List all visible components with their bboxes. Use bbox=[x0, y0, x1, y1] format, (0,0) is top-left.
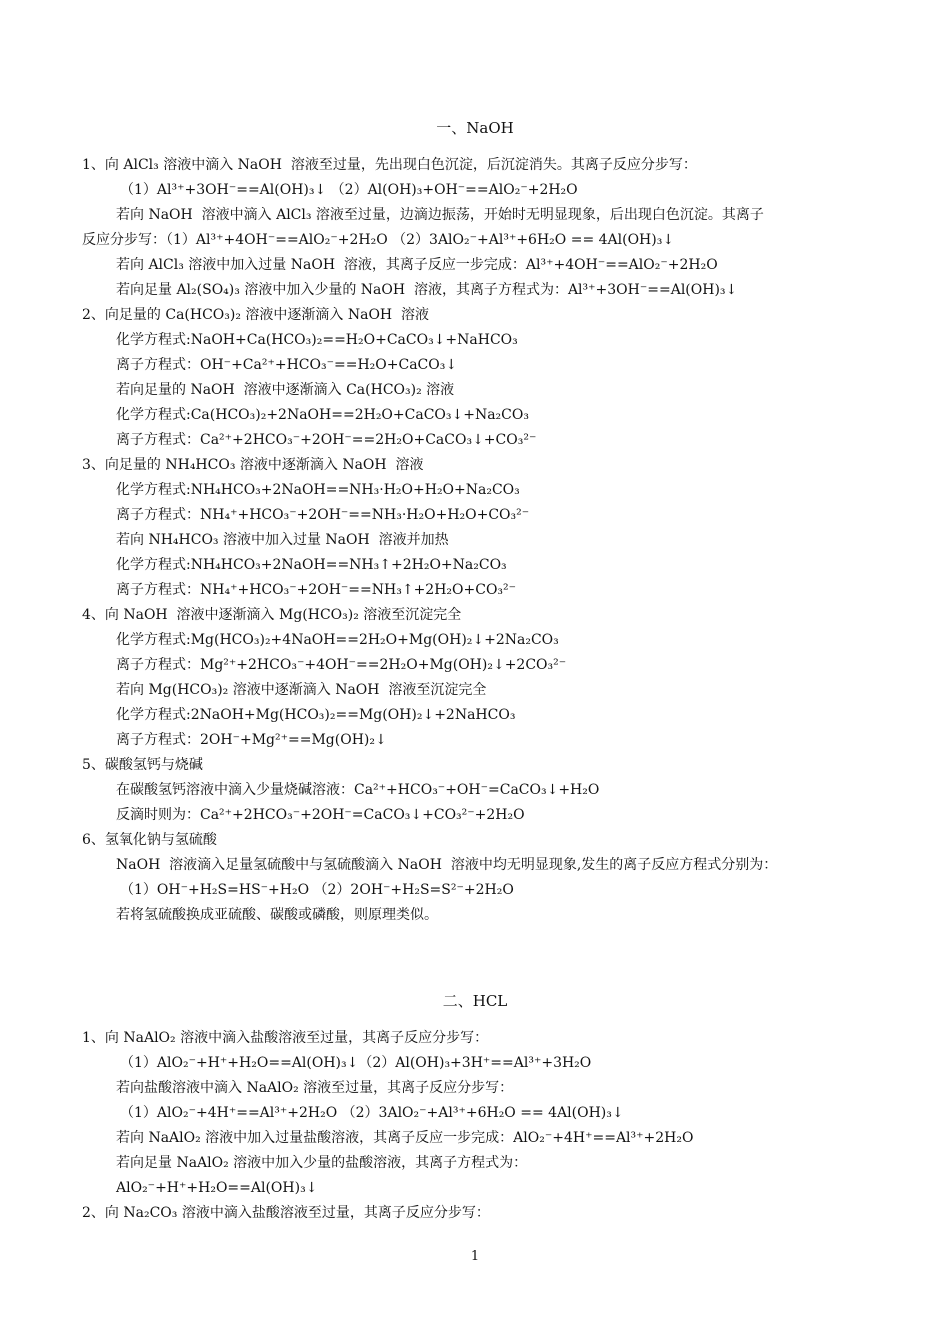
paragraph-line: 若将氢硫酸换成亚硫酸、碳酸或磷酸，则原理类似。 bbox=[116, 907, 438, 923]
paragraph-line: 若向 Mg(HCO₃)₂ 溶液中逐渐滴入 NaOH 溶液至沉淀完全 bbox=[116, 682, 487, 698]
paragraph-line: 若向 NH₄HCO₃ 溶液中加入过量 NaOH 溶液并加热 bbox=[116, 532, 449, 548]
chemical-equation: 化学方程式:NaOH+Ca(HCO₃)₂==H₂O+CaCO₃↓+NaHCO₃ bbox=[116, 332, 518, 348]
paragraph-line: 若向 NaAlO₂ 溶液中加入过量盐酸溶液，其离子反应一步完成：AlO₂⁻+4H⁺==Al³⁺+2H₂O bbox=[116, 1130, 694, 1146]
paragraph-line: 若向 AlCl₃ 溶液中加入过量 NaOH 溶液，其离子反应一步完成：Al³⁺+4OH⁻==AlO₂⁻+2H₂O bbox=[116, 257, 718, 273]
paragraph-line: NaOH 溶液滴入足量氢硫酸中与氢硫酸滴入 NaOH 溶液中均无明显现象,发生的离子反应方程式分别为： bbox=[116, 857, 778, 873]
chemical-equation: 化学方程式:Mg(HCO₃)₂+4NaOH==2H₂O+Mg(OH)₂↓+2Na₂CO₃ bbox=[116, 632, 559, 648]
chemical-equation: 化学方程式:Ca(HCO₃)₂+2NaOH==2H₂O+CaCO₃↓+Na₂CO₃ bbox=[116, 407, 529, 423]
item-2-heading: 2、向 Na₂CO₃ 溶液中滴入盐酸溶液至过量，其离子反应分步写： bbox=[82, 1205, 490, 1221]
chemical-equation: 化学方程式:NH₄HCO₃+2NaOH==NH₃↑+2H₂O+Na₂CO₃ bbox=[116, 557, 507, 573]
ionic-equation: 离子方程式：NH₄⁺+HCO₃⁻+2OH⁻==NH₃·H₂O+H₂O+CO₃²⁻ bbox=[116, 507, 530, 523]
ionic-equation: 离子方程式：NH₄⁺+HCO₃⁻+2OH⁻==NH₃↑+2H₂O+CO₃²⁻ bbox=[116, 582, 517, 598]
item-1-heading: 1、向 AlCl₃ 溶液中滴入 NaOH 溶液至过量，先出现白色沉淀，后沉淀消失。其离子反应分步写： bbox=[82, 157, 697, 173]
ionic-equation: 离子方程式：Ca²⁺+2HCO₃⁻+2OH⁻==2H₂O+CaCO₃↓+CO₃²⁻ bbox=[116, 432, 537, 448]
paragraph-line: 反应分步写：（1）Al³⁺+4OH⁻==AlO₂⁻+2H₂O （2）3AlO₂⁻+Al³⁺+6H₂O == 4Al(OH)₃↓ bbox=[82, 232, 675, 248]
ionic-equation: 离子方程式：OH⁻+Ca²⁺+HCO₃⁻==H₂O+CaCO₃↓ bbox=[116, 357, 458, 373]
paragraph-line: 若向盐酸溶液中滴入 NaAlO₂ 溶液至过量，其离子反应分步写： bbox=[116, 1080, 514, 1096]
equation-line: （1）AlO₂⁻+H⁺+H₂O==Al(OH)₃↓（2）Al(OH)₃+3H⁺==Al³⁺+3H₂O bbox=[120, 1055, 592, 1071]
section-title-naoh: 一、NaOH bbox=[436, 119, 514, 137]
paragraph-line: 若向足量 Al₂(SO₄)₃ 溶液中加入少量的 NaOH 溶液，其离子方程式为：Al³⁺+3OH⁻==Al(OH)₃↓ bbox=[116, 282, 738, 298]
page-number: 1 bbox=[470, 1249, 480, 1264]
equation-line: （1）AlO₂⁻+4H⁺==Al³⁺+2H₂O （2）3AlO₂⁻+Al³⁺+6H₂O == 4Al(OH)₃↓ bbox=[120, 1105, 624, 1121]
item-4-heading: 4、向 NaOH 溶液中逐渐滴入 Mg(HCO₃)₂ 溶液至沉淀完全 bbox=[82, 607, 462, 623]
item-5-heading: 5、碳酸氢钙与烧碱 bbox=[82, 757, 203, 773]
equation-line: （1）OH⁻+H₂S=HS⁻+H₂O （2）2OH⁻+H₂S=S²⁻+2H₂O bbox=[120, 882, 514, 898]
item-1-heading: 1、向 NaAlO₂ 溶液中滴入盐酸溶液至过量，其离子反应分步写： bbox=[82, 1030, 489, 1046]
chemical-equation: 化学方程式:2NaOH+Mg(HCO₃)₂==Mg(OH)₂↓+2NaHCO₃ bbox=[116, 707, 516, 723]
paragraph-line: 在碳酸氢钙溶液中滴入少量烧碱溶液：Ca²⁺+HCO₃⁻+OH⁻=CaCO₃↓+H₂O bbox=[116, 782, 600, 798]
paragraph-line: 若向 NaOH 溶液中滴入 AlCl₃ 溶液至过量，边滴边振荡，开始时无明显现象，后出现白色沉淀。其离子 bbox=[116, 207, 764, 223]
item-6-heading: 6、氢氧化钠与氢硫酸 bbox=[82, 832, 217, 848]
equation-line: （1）Al³⁺+3OH⁻==Al(OH)₃↓ （2）Al(OH)₃+OH⁻==AlO₂⁻+2H₂O bbox=[120, 182, 578, 198]
item-3-heading: 3、向足量的 NH₄HCO₃ 溶液中逐渐滴入 NaOH 溶液 bbox=[82, 457, 424, 473]
ionic-equation: 离子方程式：2OH⁻+Mg²⁺==Mg(OH)₂↓ bbox=[116, 732, 387, 748]
paragraph-line: 反滴时则为：Ca²⁺+2HCO₃⁻+2OH⁻=CaCO₃↓+CO₃²⁻+2H₂O bbox=[116, 807, 525, 823]
chemical-equation: 化学方程式:NH₄HCO₃+2NaOH==NH₃·H₂O+H₂O+Na₂CO₃ bbox=[116, 482, 520, 498]
section-title-hcl: 二、HCL bbox=[442, 992, 508, 1010]
paragraph-line: 若向足量的 NaOH 溶液中逐渐滴入 Ca(HCO₃)₂ 溶液 bbox=[116, 382, 455, 398]
ionic-equation: 离子方程式：Mg²⁺+2HCO₃⁻+4OH⁻==2H₂O+Mg(OH)₂↓+2CO₃²⁻ bbox=[116, 657, 567, 673]
equation-line: AlO₂⁻+H⁺+H₂O==Al(OH)₃↓ bbox=[116, 1180, 318, 1196]
item-2-heading: 2、向足量的 Ca(HCO₃)₂ 溶液中逐渐滴入 NaOH 溶液 bbox=[82, 307, 430, 323]
paragraph-line: 若向足量 NaAlO₂ 溶液中加入少量的盐酸溶液，其离子方程式为： bbox=[116, 1155, 528, 1171]
